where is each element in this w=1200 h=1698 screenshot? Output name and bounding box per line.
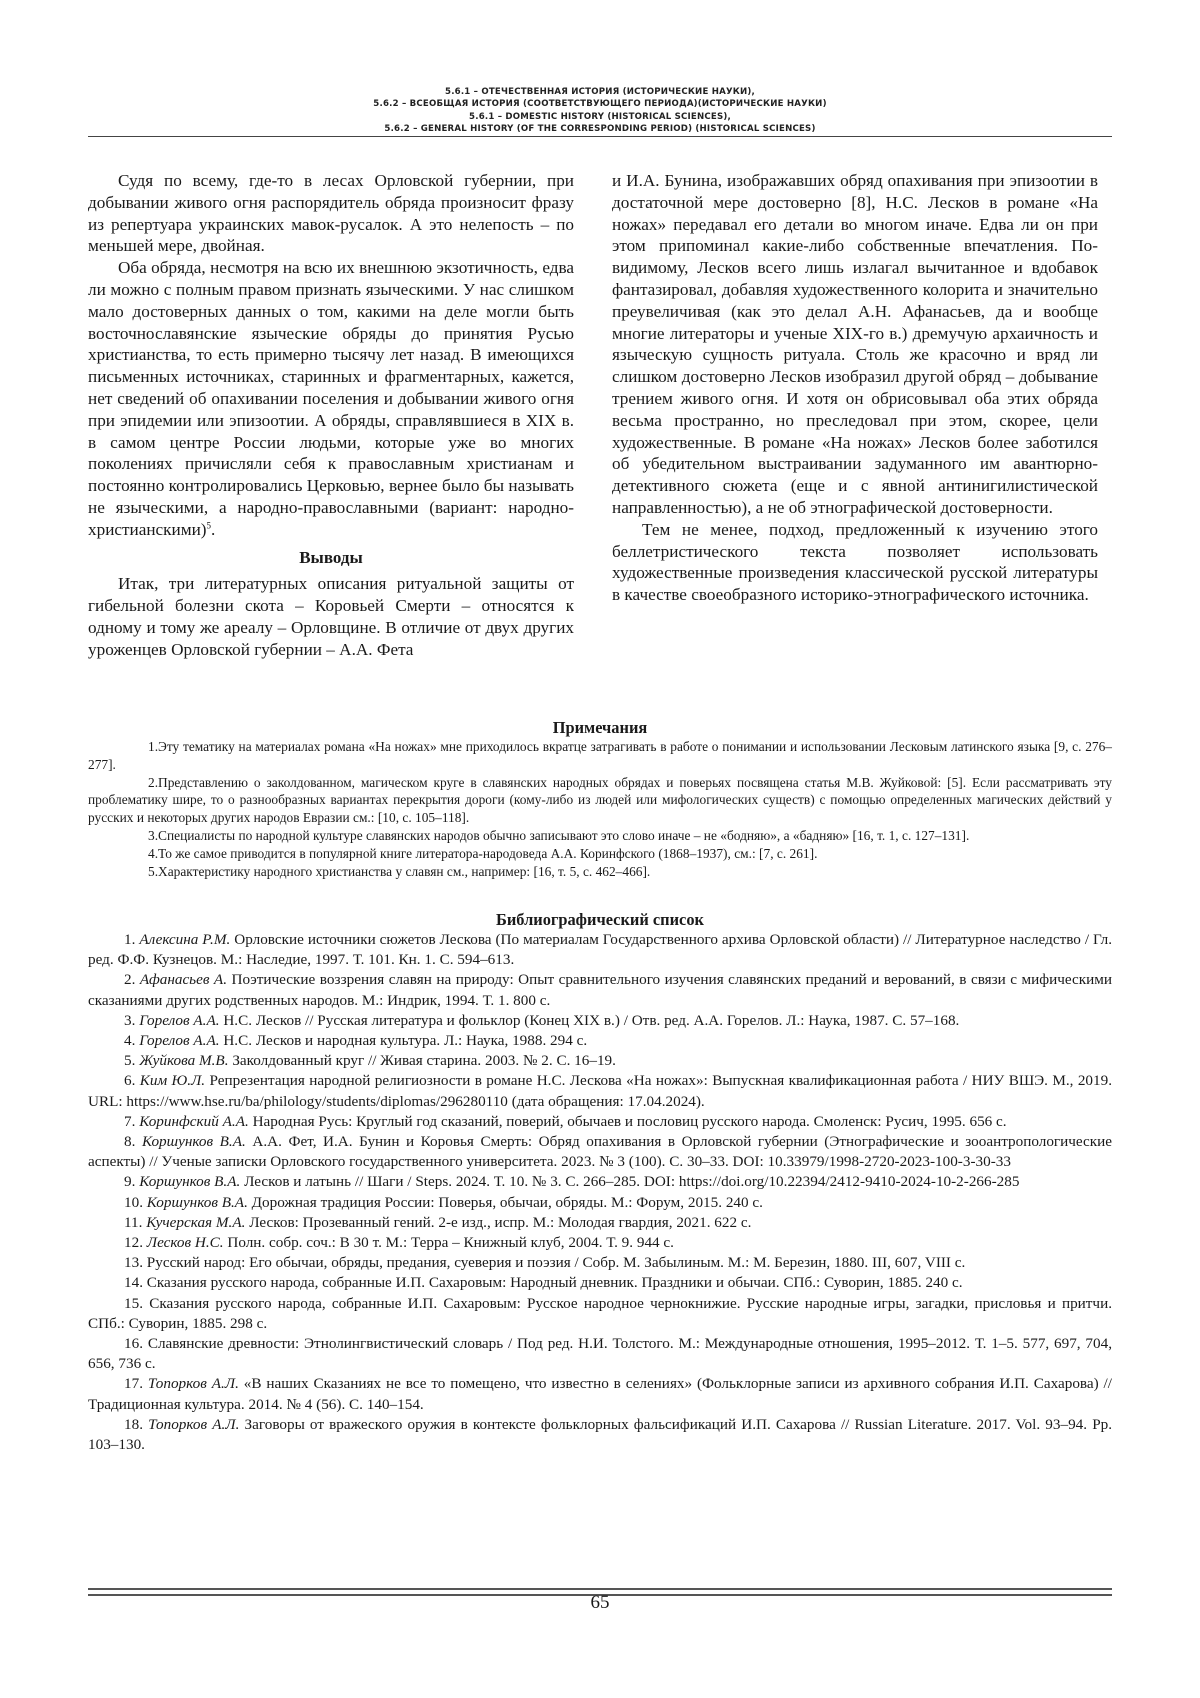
footer-rule [88,1588,1112,1590]
entry-text: Поэтические воззрения славян на природу: Опыт сравнительного изучения славянских преданий и верований, в связи с мифическими сказаниями других родственных народов. М.: Индрик, 1994. Т. 1. 800 с. [88,971,1112,1009]
entry-number: 5. [124,1052,136,1070]
entry-text: Сказания русского народа, собранные И.П. Сахаровым: Русское народное чернокнижие. Русские народные игры, загадки, присловья и притчи. СПб.: Суворин, 1885. 298 с. [88,1294,1112,1332]
note-item [88,738,1112,774]
entry-number: 15. [124,1294,143,1312]
running-header [0,86,1200,136]
entry-author: Жуйкова М.В. [139,1052,229,1070]
entry-text: Дорожная традиция России: Поверья, обычаи, обряды. М.: Форум, 2015. 240 с. [251,1193,763,1211]
entry-number: 3. [124,1011,136,1029]
bibliography-entry [88,1415,1112,1455]
bibliography-entry [88,1273,1112,1293]
note-number: 3. [148,827,159,843]
header-line: 5.6.2 – GENERAL HISTORY (OF THE CORRESPONDING PERIOD) (HISTORICAL SCIENCES) [384,124,816,135]
bibliography-entry [88,1193,1112,1213]
entry-text: Заколдованный круг // Живая старина. 2003. № 2. С. 16–19. [232,1052,616,1070]
bibliography-entry [88,1253,1112,1273]
paragraph [88,257,574,540]
entry-text: Лесков и латынь // Шаги / Steps. 2024. Т. 10. № 3. С. 266–285. DOI: https://doi.org/10.22394/2412-9410-2024-10-2-266-285 [244,1173,1020,1191]
bibliography-entry [88,1011,1112,1031]
note-item [88,774,1112,827]
entry-number: 12. [124,1234,143,1252]
bibliography-entry [88,1172,1112,1192]
entry-number: 17. [124,1375,143,1393]
note-text: Эту тематику на материалах романа «На ножах» мне приходилось вкратце затрагивать в работе о понимании и использовании Лесковым латинского языка [9, с. 276–277]. [88,739,1112,772]
entry-number: 13. [124,1254,143,1272]
bibliography-entry [88,1233,1112,1253]
bibliography-entry [88,1051,1112,1071]
entry-text: «В наших Сказаниях не все то помещено, что известно в селениях» (Фольклорные записи из архивного собрания И.П. Сахарова) // Традиционная культура. 2014. № 4 (56). С. 140–154. [88,1375,1112,1413]
entry-number: 16. [124,1335,143,1353]
paragraph-end: . [211,519,216,539]
entry-author: Алексина Р.М. [139,931,231,948]
footnote-ref[interactable]: 5 [206,520,212,531]
conclusions-heading: Выводы [299,547,363,567]
entry-author: Коринфский А.А. [139,1112,249,1130]
page-number: 65 [590,1592,610,1613]
note-text: То же самое приводится в популярной книге литератора-народоведа А.А. Коринфского (1868–1937), см.: [7, с. 261]. [158,845,818,861]
paragraph-text: Оба обряда, несмотря на всю их внешнюю экзотичность, едва ли можно с полным правом признать языческими. У нас слишком мало достоверных данных о том, какими на деле могли быть восточнославянские языческие обряды до принятия Русью христианства, то есть примерно тысячу лет назад. В имеющихся письменных источниках, старинных и фрагментарных, кажется, нет сведений об опахивании поселения и добывании живого огня при эпидемии или эпизоотии. А обряды, справлявшиеся в XIX в. в самом центре России людьми, которые уже во многих поколениях причисляли себя к православным христианам и постоянно контролировались Церковью, вернее было бы называть не языческими, а народно-православными (вариант: народно-христианскими) [88,258,574,539]
entry-author: Лесков Н.С. [146,1234,224,1252]
header-line: 5.6.1 – ОТЕЧЕСТВЕННАЯ ИСТОРИЯ (ИСТОРИЧЕСКИЕ НАУКИ), [445,87,755,97]
entry-number: 9. [124,1173,136,1191]
entry-text: Славянские древности: Этнолингвистический словарь / Под ред. Н.И. Толстого. М.: Международные отношения, 1995–2012. Т. 1–5. 577, 697, 704, 656, 736 с. [88,1335,1113,1373]
header-line: 5.6.2 – ВСЕОБЩАЯ ИСТОРИЯ (СООТВЕТСТВУЮЩЕГО ПЕРИОДА)(ИСТОРИЧЕСКИЕ НАУКИ) [373,99,827,110]
note-item [88,845,1112,863]
entry-number: 2. [124,971,136,989]
bibliography-entry [88,1071,1112,1111]
entry-text: Полн. собр. соч.: В 30 т. М.: Терра – Книжный клуб, 2004. Т. 9. 944 с. [227,1234,674,1252]
entry-number: 1. [124,931,136,948]
note-text: Специалисты по народной культуре славянских народов обычно записывают это слово иначе – не «бодняю», а «бадняю» [16, т. 1, с. 127–131]. [158,827,970,843]
entry-text: Н.С. Лесков // Русская литература и фольклор (Конец XIX в.) / Отв. ред. А.А. Горелов. Л.: Наука, 1987. С. 57–168. [223,1011,960,1029]
paragraph: Судя по всему, где-то в лесах Орловской губернии, при добывании живого огня распорядитель обряда произносит фразу из репертуара украинских мавок-русалок. А это нелепость – по меньшей мере, двойная. [88,171,574,256]
entry-author: Топорков А.Л. [147,1375,239,1393]
entry-author: Коршунков В.А. [141,1133,246,1151]
bibliography-entry [88,1132,1112,1172]
entry-author: Коршунков В.А. [139,1173,241,1191]
entry-number: 11. [124,1213,143,1231]
entry-number: 10. [124,1193,143,1211]
entry-number: 6. [124,1072,136,1090]
left-column [88,170,574,661]
entry-number: 14. [124,1274,143,1292]
paragraph: Итак, три литературных описания ритуальной защиты от гибельной болезни скота – Коровьей Смерти – относятся к одному и тому же ареалу – Орловщине. В отличие от двух других уроженцев Орловской губернии – А.А. Фета [88,574,574,659]
entry-author: Ким Ю.Л. [139,1072,206,1090]
entry-author: Коршунков В.А. [146,1193,248,1211]
notes-heading: Примечания [552,718,648,737]
entry-author: Горелов А.А. [139,1032,220,1050]
bibliography-entry [88,930,1112,970]
entry-number: 8. [124,1133,136,1151]
entry-text: Лесков: Прозеванный гений. 2-е изд., испр. М.: Молодая гвардия, 2021. 622 с. [249,1213,752,1231]
entry-number: 18. [124,1415,143,1433]
entry-number: 7. [124,1112,136,1130]
entry-text: А.А. Фет, И.А. Бунин и Коровья Смерть: Обряд опахивания в Орловской губернии (Этнографические и зооантропологические аспекты) // Ученые записки Орловского государственного университета. 2023. № 3 (100). С. 30–33. DOI: 10.33979/1998-2720-2023-100-3-30-33 [88,1133,1113,1171]
note-text: Характеристику народного христианства у славян см., например: [16, т. 5, с. 462–466]. [158,863,651,879]
bibliography-entry [88,970,1112,1010]
header-divider [88,136,1112,137]
bibliography-entry [88,1294,1112,1334]
notes-list [88,738,1112,880]
bibliography-entry [88,1374,1112,1414]
header-line: 5.6.1 – DOMESTIC HISTORY (HISTORICAL SCIENCES), [469,111,731,122]
bibliography-entry [88,1334,1112,1374]
note-item [88,863,1112,881]
entry-text: Сказания русского народа, собранные И.П. Сахаровым: Народный дневник. Праздники и обычаи. СПб.: Суворин, 1885. 240 с. [146,1274,963,1292]
entry-text: Н.С. Лесков и народная культура. Л.: Наука, 1988. 294 с. [223,1032,588,1050]
entry-author: Афанасьев А. [139,971,228,989]
bibliography-heading: Библиографический список [496,910,704,929]
paragraph: Тем не менее, подход, предложенный к изучению этого беллетристического текста позволяет использовать художественные произведения классической русской литературы в качестве своеобразного историко-этнографического источника. [612,519,1098,605]
note-number: 2. [148,774,159,790]
right-column [612,170,1098,606]
entry-text: Народная Русь: Круглый год сказаний, поверий, обычаев и пословиц русского народа. Смоленск: Русич, 1995. 656 с. [252,1112,1007,1130]
entry-text: Репрезентация народной религиозности в романе Н.С. Лескова «На ножах»: Выпускная квалификационная работа / НИУ ВШЭ. М., 2019. URL: https://www.hse.ru/ba/philology/students/diplomas/296280110 (дата обращения: 17.04.2024). [88,1072,1113,1110]
entry-author: Кучерская М.А. [146,1213,246,1231]
note-number: 1. [148,739,159,754]
note-number: 5. [148,863,159,879]
note-number: 4. [148,845,159,861]
note-text: Представлению о заколдованном, магическом круге в славянских народных обрядах и поверьях посвящена статья М.В. Жуйковой: [5]. Если рассматривать эту проблематику шире, то о разнообразных вариантах перекрытия дороги (кому-либо из людей или мифологических существ) с помощью определенных магических действий у русских и некоторых других народов Евразии см.: [10, с. 105–118]. [88,774,1112,826]
entry-text: Русский народ: Его обычаи, обряды, предания, суеверия и поэзия / Собр. М. Забылиным. М.: М. Березин, 1880. III, 607, VIII с. [146,1254,966,1272]
entry-author: Топорков А.Л. [148,1415,240,1433]
bibliography-entry [88,1112,1112,1132]
bibliography-entry [88,1031,1112,1051]
paragraph: и И.А. Бунина, изображавших обряд опахивания при эпизоотии в достаточной мере достоверно [8], Н.С. Лесков в романе «На ножах» передавал его детали во многом иначе. Едва ли он при этом припоминал какие-либо собственные впечатления. По-видимому, Лесков всего лишь излагал вычитанное и вдобавок фантазировал, добавляя художественного колорита и значительно преувеличивая (как это делал А.Н. Афанасьев, да и вообще многие литераторы и ученые XIX-го в.) дремучую архаичность и языческую сущность ритуала. Столь же красочно и вряд ли слишком достоверно Лесков изобразил другой обряд – добывание трением живого огня. И хотя он обрисовывал оба этих обряда весьма пространно, но преследовал при этом, скорее, цели художественные. В романе «На ножах» Лесков более заботился об убедительном выстраивании задуманного им авантюрно-детективного сюжета (еще и с явной антинигилистической направленностью), а не об этнографической достоверности. [612,171,1098,517]
bibliography-list [88,930,1112,1455]
entry-author: Горелов А.А. [139,1011,220,1029]
bibliography-entry [88,1213,1112,1233]
entry-text: Орловские источники сюжетов Лескова (По материалам Государственного архива Орловской области) // Литературное наследство / Гл. ред. Ф.Ф. Кузнецов. М.: Наследие, 1997. Т. 101. Кн. 1. С. 594–613. [88,931,1113,969]
note-item [88,827,1112,845]
entry-number: 4. [124,1032,136,1050]
entry-text: Заговоры от вражеского оружия в контексте фольклорных фальсификаций И.П. Сахарова // Russian Literature. 2017. Vol. 93–94. Pp. 103–130. [88,1415,1113,1454]
